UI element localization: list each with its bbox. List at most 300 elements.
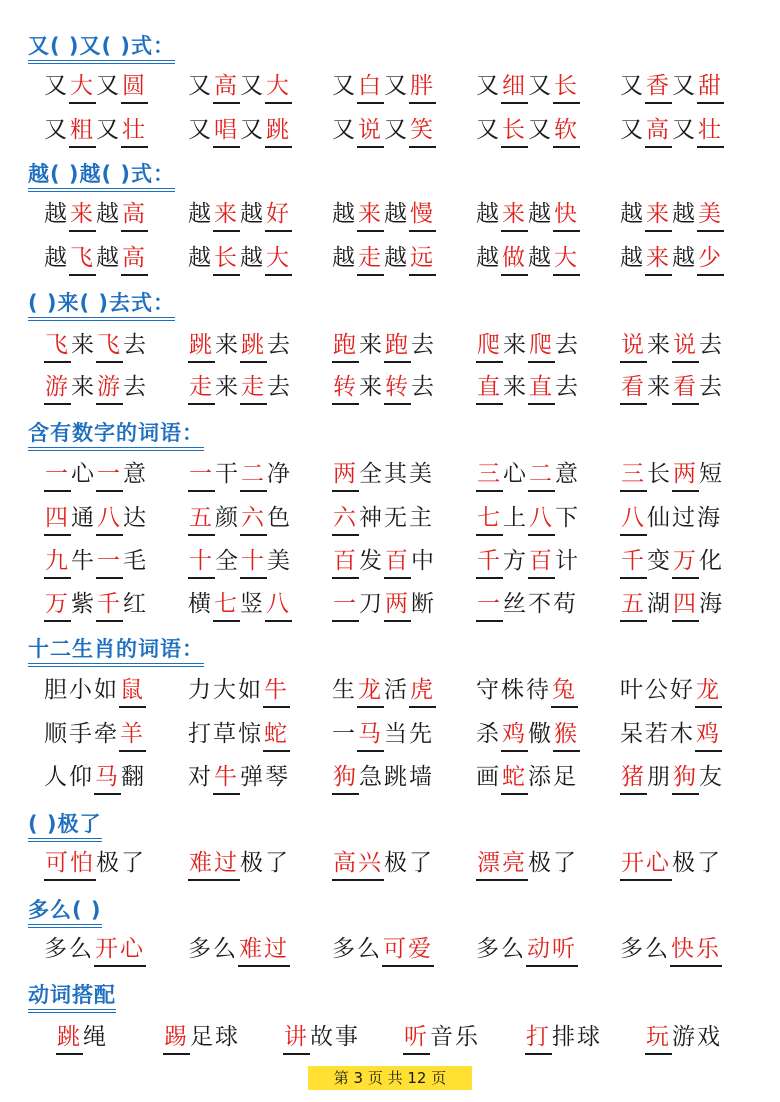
phrase-row (0, 718, 780, 754)
phrase-text: 来 (647, 374, 672, 400)
fill-in-answer: 两 (384, 588, 411, 622)
fill-in-answer: 胖 (409, 70, 436, 104)
phrase-text: 又 (96, 73, 121, 99)
fill-in-answer: 高兴 (332, 847, 384, 881)
fill-in-answer: 六 (240, 502, 267, 536)
phrase-text: 又 (620, 73, 645, 99)
phrase-text: 顺手牵 (44, 721, 119, 747)
phrase-text: 去 (555, 374, 580, 400)
phrase-text: 通 (71, 505, 96, 531)
phrase-text: 越 (620, 245, 645, 271)
phrase-row (0, 502, 780, 538)
phrase (620, 371, 724, 405)
phrase-text: 意 (555, 461, 580, 487)
phrase (476, 718, 580, 752)
fill-in-answer: 壮 (697, 114, 724, 148)
phrase-row (0, 70, 780, 106)
phrase (620, 114, 724, 148)
fill-in-answer: 说 (620, 329, 647, 363)
phrase (283, 1021, 360, 1055)
phrase-text: 人仰 (44, 764, 94, 790)
phrase-text: 画 (476, 764, 501, 790)
phrase-text: 来 (359, 332, 384, 358)
phrase-text: 当先 (384, 721, 434, 747)
phrase (476, 198, 580, 232)
phrase-text: 来 (359, 374, 384, 400)
phrase-text: 越 (44, 245, 69, 271)
phrase (620, 70, 724, 104)
phrase-text: 力大如 (188, 677, 263, 703)
fill-in-answer: 来 (357, 198, 384, 232)
phrase (188, 933, 290, 967)
phrase-text: 方 (503, 548, 528, 574)
fill-in-answer: 听 (403, 1021, 430, 1055)
phrase (44, 458, 148, 492)
phrase (476, 933, 578, 967)
phrase-text: 越 (384, 245, 409, 271)
phrase-row (0, 933, 780, 969)
phrase (620, 545, 724, 579)
phrase-text: 越 (672, 201, 697, 227)
phrase-text: 来 (215, 332, 240, 358)
phrase (188, 242, 292, 276)
fill-in-answer: 可爱 (382, 933, 434, 967)
section-heading: 十二生肖的词语： (28, 636, 204, 667)
phrase-text: 又 (384, 117, 409, 143)
fill-in-answer: 一 (188, 458, 215, 492)
fill-in-answer: 七 (213, 588, 240, 622)
fill-in-answer: 一 (476, 588, 503, 622)
phrase-text: 多么 (332, 936, 382, 962)
phrase (620, 242, 724, 276)
fill-in-answer: 鸡 (695, 718, 722, 752)
phrase-text: 翻 (121, 764, 146, 790)
fill-in-answer: 玩 (645, 1021, 672, 1055)
phrase (332, 329, 436, 363)
phrase-text: 越 (96, 245, 121, 271)
phrase-text: 足球 (190, 1024, 240, 1050)
fill-in-answer: 高 (213, 70, 240, 104)
phrase-text: 净 (267, 461, 292, 487)
fill-in-answer: 三 (476, 458, 503, 492)
phrase (44, 674, 146, 708)
phrase (44, 545, 148, 579)
fill-in-answer: 慢 (409, 198, 436, 232)
phrase-text: 刀 (359, 591, 384, 617)
phrase-text: 极了 (384, 850, 434, 876)
fill-in-answer: 八 (528, 502, 555, 536)
fill-in-answer: 二 (240, 458, 267, 492)
fill-in-answer: 看 (620, 371, 647, 405)
fill-in-answer: 八 (96, 502, 123, 536)
phrase-text: 对 (188, 764, 213, 790)
phrase-text: 去 (411, 374, 436, 400)
fill-in-answer: 鸡 (501, 718, 528, 752)
phrase-text: 神无主 (359, 505, 434, 531)
phrase-text: 干 (215, 461, 240, 487)
fill-in-answer: 蛇 (263, 718, 290, 752)
phrase-row (0, 371, 780, 407)
fill-in-answer: 高 (121, 242, 148, 276)
phrase-text: 又 (528, 73, 553, 99)
fill-in-answer: 万 (672, 545, 699, 579)
section-heading: 又( )又( )式： (28, 33, 175, 64)
phrase (188, 588, 292, 622)
phrase-text: 毛 (123, 548, 148, 574)
fill-in-answer: 四 (44, 502, 71, 536)
fill-in-answer: 难过 (188, 847, 240, 881)
phrase-text: 越 (96, 201, 121, 227)
phrase (620, 588, 724, 622)
fill-in-answer: 大 (69, 70, 96, 104)
fill-in-answer: 远 (409, 242, 436, 276)
fill-in-answer: 游 (96, 371, 123, 405)
fill-in-answer: 可怕 (44, 847, 96, 881)
phrase-text: 又 (332, 73, 357, 99)
fill-in-answer: 美 (697, 198, 724, 232)
fill-in-answer: 长 (553, 70, 580, 104)
phrase-text: 又 (188, 73, 213, 99)
phrase (188, 329, 292, 363)
phrase-row (0, 1021, 780, 1057)
fill-in-answer: 难过 (238, 933, 290, 967)
fill-in-answer: 狗 (672, 761, 699, 795)
phrase-text: 又 (240, 73, 265, 99)
phrase-text: 去 (411, 332, 436, 358)
fill-in-answer: 漂亮 (476, 847, 528, 881)
phrase-text: 又 (476, 117, 501, 143)
fill-in-answer: 猪 (620, 761, 647, 795)
fill-in-answer: 兔 (551, 674, 578, 708)
phrase (44, 114, 148, 148)
phrase-text: 故事 (310, 1024, 360, 1050)
phrase (476, 458, 580, 492)
fill-in-answer: 一 (96, 545, 123, 579)
phrase (188, 674, 290, 708)
phrase-text: 弹琴 (240, 764, 290, 790)
fill-in-answer: 打 (525, 1021, 552, 1055)
fill-in-answer: 高 (121, 198, 148, 232)
phrase (188, 761, 290, 795)
phrase-text: 越 (672, 245, 697, 271)
phrase (620, 847, 722, 881)
phrase-text: 生 (332, 677, 357, 703)
phrase-text: 极了 (672, 850, 722, 876)
phrase-text: 发 (359, 548, 384, 574)
fill-in-answer: 直 (528, 371, 555, 405)
phrase (403, 1021, 480, 1055)
phrase (163, 1021, 240, 1055)
phrase (476, 545, 580, 579)
phrase (188, 371, 292, 405)
fill-in-answer: 甜 (697, 70, 724, 104)
phrase (620, 674, 722, 708)
fill-in-answer: 四 (672, 588, 699, 622)
fill-in-answer: 爬 (476, 329, 503, 363)
fill-in-answer: 看 (672, 371, 699, 405)
fill-in-answer: 一 (44, 458, 71, 492)
phrase-text: 又 (528, 117, 553, 143)
phrase-row (0, 674, 780, 710)
fill-in-answer: 游 (44, 371, 71, 405)
fill-in-answer: 来 (501, 198, 528, 232)
fill-in-answer: 八 (620, 502, 647, 536)
fill-in-answer: 八 (265, 588, 292, 622)
fill-in-answer: 两 (672, 458, 699, 492)
fill-in-answer: 开心 (620, 847, 672, 881)
phrase-row (0, 114, 780, 150)
phrase-text: 极了 (528, 850, 578, 876)
phrase (476, 329, 580, 363)
fill-in-answer: 牛 (213, 761, 240, 795)
phrase-text: 活 (384, 677, 409, 703)
phrase-text: 计 (555, 548, 580, 574)
fill-in-answer: 一 (332, 588, 359, 622)
phrase-text: 打草惊 (188, 721, 263, 747)
phrase-text: 心 (503, 461, 528, 487)
phrase (620, 502, 722, 536)
phrase (188, 458, 292, 492)
phrase-text: 越 (620, 201, 645, 227)
fill-in-answer: 跳 (265, 114, 292, 148)
phrase-text: 长 (647, 461, 672, 487)
fill-in-answer: 狗 (332, 761, 359, 795)
phrase (188, 718, 290, 752)
phrase (332, 674, 436, 708)
phrase (188, 502, 292, 536)
phrase (332, 371, 436, 405)
phrase-text: 又 (672, 73, 697, 99)
phrase-text: 颜 (215, 505, 240, 531)
phrase (645, 1021, 722, 1055)
phrase (332, 761, 434, 795)
phrase-text: 绳 (83, 1024, 108, 1050)
phrase-text: 全其美 (359, 461, 434, 487)
phrase-text: 又 (240, 117, 265, 143)
fill-in-answer: 转 (332, 371, 359, 405)
fill-in-answer: 直 (476, 371, 503, 405)
phrase (188, 545, 292, 579)
fill-in-answer: 羊 (119, 718, 146, 752)
section-heading: 多么( ) (28, 897, 102, 928)
section-heading: ( )极了 (28, 811, 102, 842)
phrase (188, 198, 292, 232)
phrase (476, 242, 580, 276)
fill-in-answer: 讲 (283, 1021, 310, 1055)
phrase-text: 竖 (240, 591, 265, 617)
fill-in-answer: 九 (44, 545, 71, 579)
fill-in-answer: 大 (265, 70, 292, 104)
fill-in-answer: 走 (357, 242, 384, 276)
fill-in-answer: 马 (357, 718, 384, 752)
phrase-text: 横 (188, 591, 213, 617)
phrase-text: 又 (332, 117, 357, 143)
fill-in-answer: 鼠 (119, 674, 146, 708)
phrase-text: 来 (503, 332, 528, 358)
phrase (44, 371, 148, 405)
phrase-text: 叶公好 (620, 677, 695, 703)
phrase-text: 越 (476, 245, 501, 271)
phrase-row (0, 458, 780, 494)
phrase-text: 多么 (620, 936, 670, 962)
phrase-row (0, 545, 780, 581)
fill-in-answer: 马 (94, 761, 121, 795)
phrase (332, 502, 434, 536)
phrase-text: 达 (123, 505, 148, 531)
phrase (476, 847, 578, 881)
phrase-text: 多么 (44, 936, 94, 962)
phrase (44, 847, 146, 881)
fill-in-answer: 猴 (553, 718, 580, 752)
fill-in-answer: 踢 (163, 1021, 190, 1055)
fill-in-answer: 爬 (528, 329, 555, 363)
phrase-text: 一 (332, 721, 357, 747)
phrase (44, 70, 148, 104)
fill-in-answer: 飞 (69, 242, 96, 276)
phrase-text: 多么 (188, 936, 238, 962)
fill-in-answer: 虎 (409, 674, 436, 708)
phrase-row (0, 198, 780, 234)
fill-in-answer: 说 (357, 114, 384, 148)
phrase-text: 去 (699, 374, 724, 400)
phrase-text: 全 (215, 548, 240, 574)
fill-in-answer: 转 (384, 371, 411, 405)
phrase-text: 红 (123, 591, 148, 617)
fill-in-answer: 五 (188, 502, 215, 536)
fill-in-answer: 百 (528, 545, 555, 579)
fill-in-answer: 说 (672, 329, 699, 363)
phrase (44, 198, 148, 232)
fill-in-answer: 蛇 (501, 761, 528, 795)
phrase-text: 极了 (240, 850, 290, 876)
fill-in-answer: 千 (620, 545, 647, 579)
fill-in-answer: 开心 (94, 933, 146, 967)
fill-in-answer: 快乐 (670, 933, 722, 967)
phrase-text: 又 (188, 117, 213, 143)
phrase-text: 越 (332, 201, 357, 227)
fill-in-answer: 千 (476, 545, 503, 579)
fill-in-answer: 六 (332, 502, 359, 536)
fill-in-answer: 飞 (44, 329, 71, 363)
fill-in-answer: 龙 (695, 674, 722, 708)
phrase-text: 去 (555, 332, 580, 358)
phrase-row (0, 588, 780, 624)
fill-in-answer: 二 (528, 458, 555, 492)
phrase-text: 去 (267, 332, 292, 358)
phrase-row (0, 242, 780, 278)
phrase-text: 去 (699, 332, 724, 358)
fill-in-answer: 五 (620, 588, 647, 622)
fill-in-answer: 圆 (121, 70, 148, 104)
phrase-text: 越 (188, 201, 213, 227)
phrase (620, 458, 724, 492)
phrase-text: 来 (215, 374, 240, 400)
phrase-text: 又 (384, 73, 409, 99)
fill-in-answer: 做 (501, 242, 528, 276)
phrase-text: 音乐 (430, 1024, 480, 1050)
phrase-text: 短 (699, 461, 724, 487)
fill-in-answer: 高 (645, 114, 672, 148)
phrase-text: 丝不苟 (503, 591, 578, 617)
fill-in-answer: 来 (69, 198, 96, 232)
phrase (332, 545, 436, 579)
fill-in-answer: 快 (553, 198, 580, 232)
phrase (188, 847, 290, 881)
phrase (332, 718, 434, 752)
phrase-text: 越 (528, 201, 553, 227)
fill-in-answer: 龙 (357, 674, 384, 708)
phrase-text: 海 (699, 591, 724, 617)
fill-in-answer: 三 (620, 458, 647, 492)
phrase-text: 极了 (96, 850, 146, 876)
phrase (332, 933, 434, 967)
phrase (476, 761, 578, 795)
phrase-text: 紫 (71, 591, 96, 617)
page-number: 第 3 页 共 12 页 (308, 1066, 472, 1090)
phrase-text: 朋 (647, 764, 672, 790)
phrase-text: 又 (44, 73, 69, 99)
phrase (476, 70, 580, 104)
phrase (44, 242, 148, 276)
phrase (476, 588, 578, 622)
phrase (620, 718, 722, 752)
phrase (188, 114, 292, 148)
phrase (332, 458, 434, 492)
phrase (56, 1021, 108, 1055)
fill-in-answer: 走 (240, 371, 267, 405)
phrase-row (0, 761, 780, 797)
fill-in-answer: 细 (501, 70, 528, 104)
fill-in-answer: 唱 (213, 114, 240, 148)
fill-in-answer: 跳 (56, 1021, 83, 1055)
phrase-text: 友 (699, 764, 724, 790)
phrase-text: 又 (44, 117, 69, 143)
fill-in-answer: 百 (332, 545, 359, 579)
phrase (188, 70, 292, 104)
phrase-text: 越 (332, 245, 357, 271)
fill-in-answer: 两 (332, 458, 359, 492)
fill-in-answer: 飞 (96, 329, 123, 363)
section-heading: 含有数字的词语： (28, 420, 204, 451)
phrase-text: 越 (240, 245, 265, 271)
fill-in-answer: 来 (645, 242, 672, 276)
phrase-text: 越 (476, 201, 501, 227)
phrase-text: 急跳墙 (359, 764, 434, 790)
phrase (332, 588, 436, 622)
phrase-text: 排球 (552, 1024, 602, 1050)
phrase-text: 越 (528, 245, 553, 271)
phrase (332, 70, 436, 104)
phrase-text: 又 (672, 117, 697, 143)
phrase-text: 仙过海 (647, 505, 722, 531)
fill-in-answer: 跑 (384, 329, 411, 363)
fill-in-answer: 动听 (526, 933, 578, 967)
fill-in-answer: 跑 (332, 329, 359, 363)
fill-in-answer: 白 (357, 70, 384, 104)
phrase-text: 去 (267, 374, 292, 400)
phrase (620, 329, 724, 363)
phrase-text: 心 (71, 461, 96, 487)
phrase (476, 114, 580, 148)
fill-in-answer: 壮 (121, 114, 148, 148)
phrase-text: 呆若木 (620, 721, 695, 747)
fill-in-answer: 千 (96, 588, 123, 622)
fill-in-answer: 好 (265, 198, 292, 232)
fill-in-answer: 大 (553, 242, 580, 276)
phrase-row (0, 847, 780, 883)
fill-in-answer: 来 (213, 198, 240, 232)
phrase (44, 761, 146, 795)
